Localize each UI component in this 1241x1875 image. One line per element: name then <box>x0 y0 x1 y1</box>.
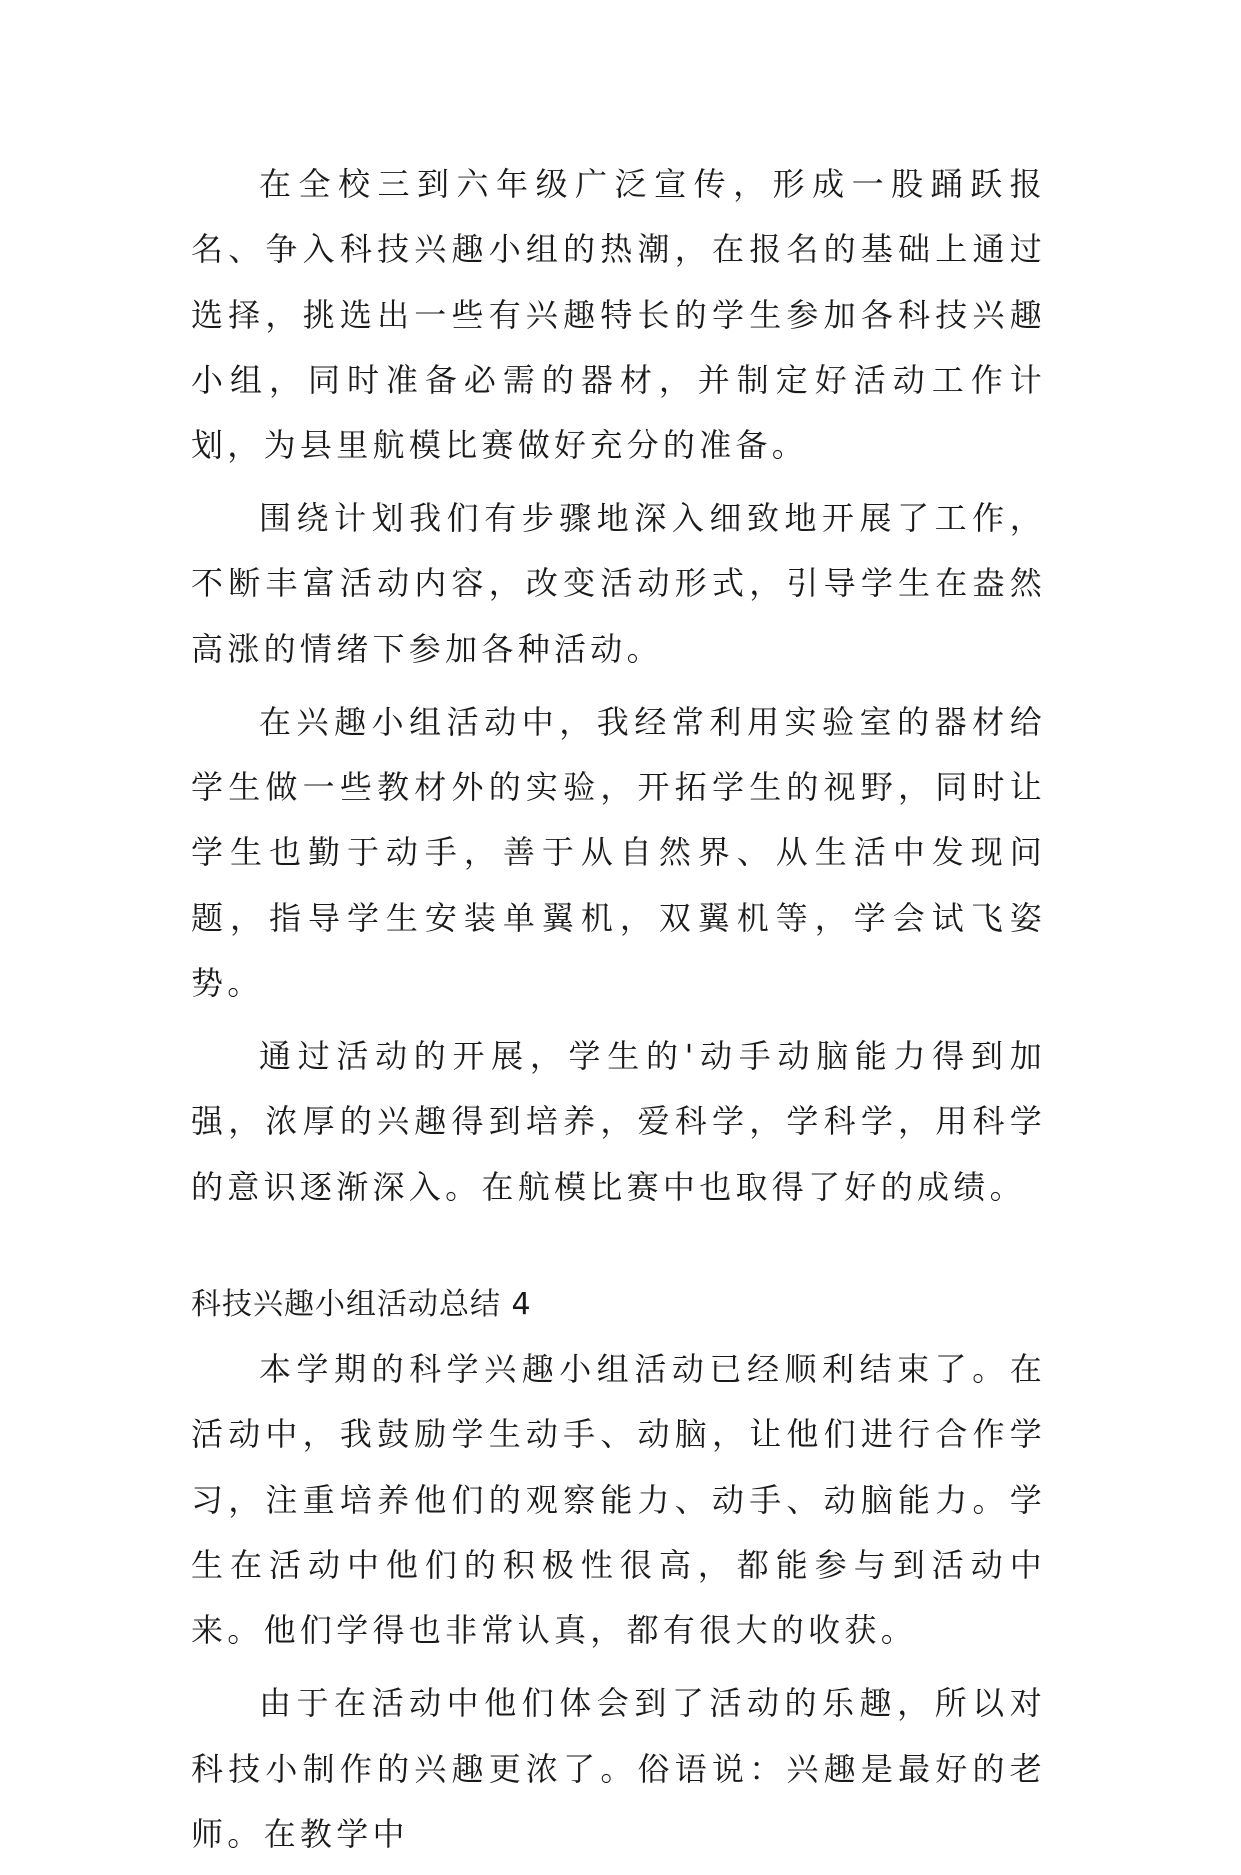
paragraph: 在全校三到六年级广泛宣传，形成一股踊跃报名、争入科技兴趣小组的热潮，在报名的基础上通过选择，挑选出一些有兴趣特长的学生参加各科技兴趣小组，同时准备必需的器材，并制定好活动工作计划，为县里航模比赛做好充分的准备。 <box>191 165 1046 465</box>
section-heading: 科技兴趣小组活动总结 4 <box>191 1286 532 1322</box>
paragraph: 本学期的科学兴趣小组活动已经顺利结束了。在活动中，我鼓励学生动手、动脑，让他们进行合作学习，注重培养他们的观察能力、动手、动脑能力。学生在活动中他们的积极性很高，都能参与到活动中来。他们学得也非常认真，都有很大的收获。 <box>191 1350 1046 1650</box>
paragraph: 通过活动的开展，学生的'动手动脑能力得到加强，浓厚的兴趣得到培养，爱科学，学科学，用科学的意识逐渐深入。在航模比赛中也取得了好的成绩。 <box>191 1036 1046 1206</box>
document-body <box>191 152 1046 1875</box>
section-body <box>191 1337 1046 1867</box>
paragraph: 围绕计划我们有步骤地深入细致地开展了工作，不断丰富活动内容，改变活动形式，引导学生在盎然高涨的情绪下参加各种活动。 <box>191 499 1046 668</box>
paragraph: 在兴趣小组活动中，我经常利用实验室的器材给学生做一些教材外的实验，开拓学生的视野，同时让学生也勤于动手，善于从自然界、从生活中发现问题，指导学生安装单翼机，双翼机等，学会试飞姿势。 <box>191 702 1046 1002</box>
paragraph: 由于在活动中他们体会到了活动的乐趣，所以对科技小制作的兴趣更浓了。俗语说：兴趣是最好的老师。在教学中 <box>191 1684 1046 1853</box>
